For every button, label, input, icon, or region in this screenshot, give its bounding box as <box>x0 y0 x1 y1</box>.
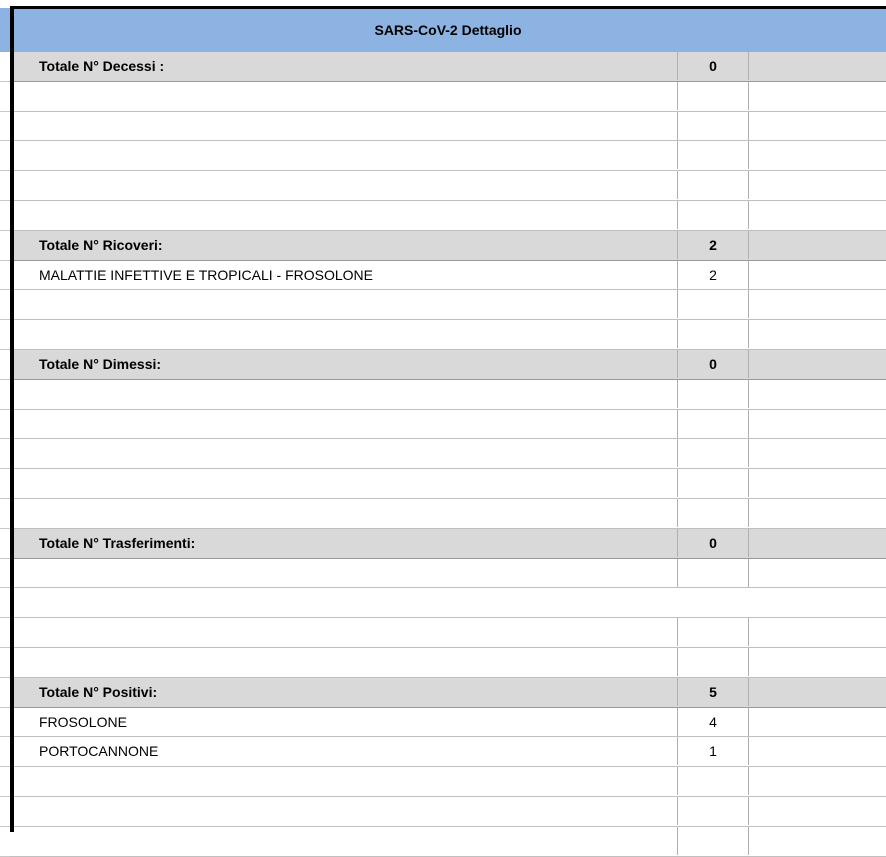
row-value <box>677 797 749 825</box>
row-value: 1 <box>677 737 749 765</box>
gutter-gridline <box>0 81 10 82</box>
gutter-gridline <box>0 230 10 231</box>
sheet-title: SARS-CoV-2 Dettaglio <box>374 22 522 38</box>
table-row[interactable] <box>10 737 886 767</box>
gutter-gridline <box>0 319 10 320</box>
table-row[interactable] <box>10 112 886 142</box>
gutter-header-cell <box>0 8 10 52</box>
gutter-gridline <box>0 170 10 171</box>
row-value <box>677 82 749 110</box>
table-row[interactable] <box>10 469 886 499</box>
table-row[interactable] <box>10 261 886 291</box>
row-value: 2 <box>677 261 749 289</box>
row-value <box>677 439 749 467</box>
table-row[interactable] <box>10 797 886 827</box>
gutter-gridline <box>0 796 10 797</box>
gutter-gridline <box>0 260 10 261</box>
table-row[interactable] <box>10 320 886 350</box>
total-row[interactable] <box>10 52 886 82</box>
row-value <box>677 112 749 140</box>
table-row[interactable] <box>10 827 886 857</box>
table-row[interactable] <box>10 380 886 410</box>
total-row[interactable] <box>10 678 886 708</box>
gutter-gridline <box>0 677 10 678</box>
gutter-gridline <box>0 409 10 410</box>
gutter-gridline <box>0 558 10 559</box>
sheet-header[interactable] <box>10 8 886 53</box>
total-value: 5 <box>677 678 749 706</box>
total-value: 2 <box>677 231 749 259</box>
gutter-gridline <box>0 528 10 529</box>
row-value: 4 <box>677 708 749 736</box>
gutter-gridline <box>0 438 10 439</box>
gutter-gridline <box>0 111 10 112</box>
total-value: 0 <box>677 350 749 378</box>
table-row[interactable] <box>10 559 886 589</box>
total-label: Totale N° Trasferimenti: <box>39 534 196 551</box>
row-value <box>677 767 749 795</box>
table-row[interactable] <box>10 141 886 171</box>
gutter-gridline <box>0 140 10 141</box>
frame-border-top <box>10 6 886 9</box>
row-value <box>677 648 749 676</box>
row-value <box>677 141 749 169</box>
gutter-gridline <box>0 498 10 499</box>
table-row[interactable] <box>10 171 886 201</box>
row-value <box>677 171 749 199</box>
row-gutter <box>0 0 10 832</box>
row-label: MALATTIE INFETTIVE E TROPICALI - FROSOLONE <box>39 266 373 283</box>
frame-border-left <box>10 8 14 832</box>
gutter-gridline <box>0 766 10 767</box>
table-row[interactable] <box>10 290 886 320</box>
row-value <box>677 827 749 855</box>
total-label: Totale N° Positivi: <box>39 683 158 700</box>
gutter-gridline <box>0 468 10 469</box>
gutter-gridline <box>0 289 10 290</box>
table-row[interactable] <box>10 767 886 797</box>
total-label: Totale N° Dimessi: <box>39 356 162 372</box>
gutter-gridline <box>0 736 10 737</box>
gutter-gridline <box>0 379 10 380</box>
gutter-gridline <box>0 856 10 857</box>
table-row[interactable] <box>10 499 886 529</box>
total-row[interactable] <box>10 529 886 559</box>
row-value <box>677 320 749 348</box>
table-row[interactable] <box>10 82 886 112</box>
gutter-gridline <box>0 587 10 588</box>
gutter-gridline <box>0 200 10 201</box>
gutter-gridline <box>0 349 10 350</box>
row-value <box>677 618 749 646</box>
total-label: Totale N° Ricoveri: <box>39 236 163 253</box>
gutter-gridline <box>0 647 10 648</box>
gutter-gridline <box>0 826 10 827</box>
total-row[interactable] <box>10 231 886 261</box>
row-label: PORTOCANNONE <box>39 743 159 760</box>
total-row[interactable] <box>10 350 886 380</box>
row-value <box>677 290 749 318</box>
spreadsheet <box>10 8 886 832</box>
table-row[interactable] <box>10 588 886 618</box>
gutter-gridline <box>0 707 10 708</box>
row-value <box>677 380 749 408</box>
row-value <box>677 410 749 438</box>
table-row[interactable] <box>10 201 886 231</box>
table-row[interactable] <box>10 618 886 648</box>
total-value: 0 <box>677 529 749 557</box>
row-value <box>677 499 749 527</box>
gutter-gridline <box>0 617 10 618</box>
total-label: Totale N° Decessi : <box>39 58 165 74</box>
table-row[interactable] <box>10 708 886 738</box>
row-value <box>677 469 749 497</box>
row-label: FROSOLONE <box>39 713 127 730</box>
total-value: 0 <box>677 52 749 80</box>
row-value <box>677 588 749 616</box>
table-row[interactable] <box>10 410 886 440</box>
row-value <box>677 201 749 229</box>
row-value <box>677 559 749 587</box>
table-row[interactable] <box>10 439 886 469</box>
table-row[interactable] <box>10 648 886 678</box>
